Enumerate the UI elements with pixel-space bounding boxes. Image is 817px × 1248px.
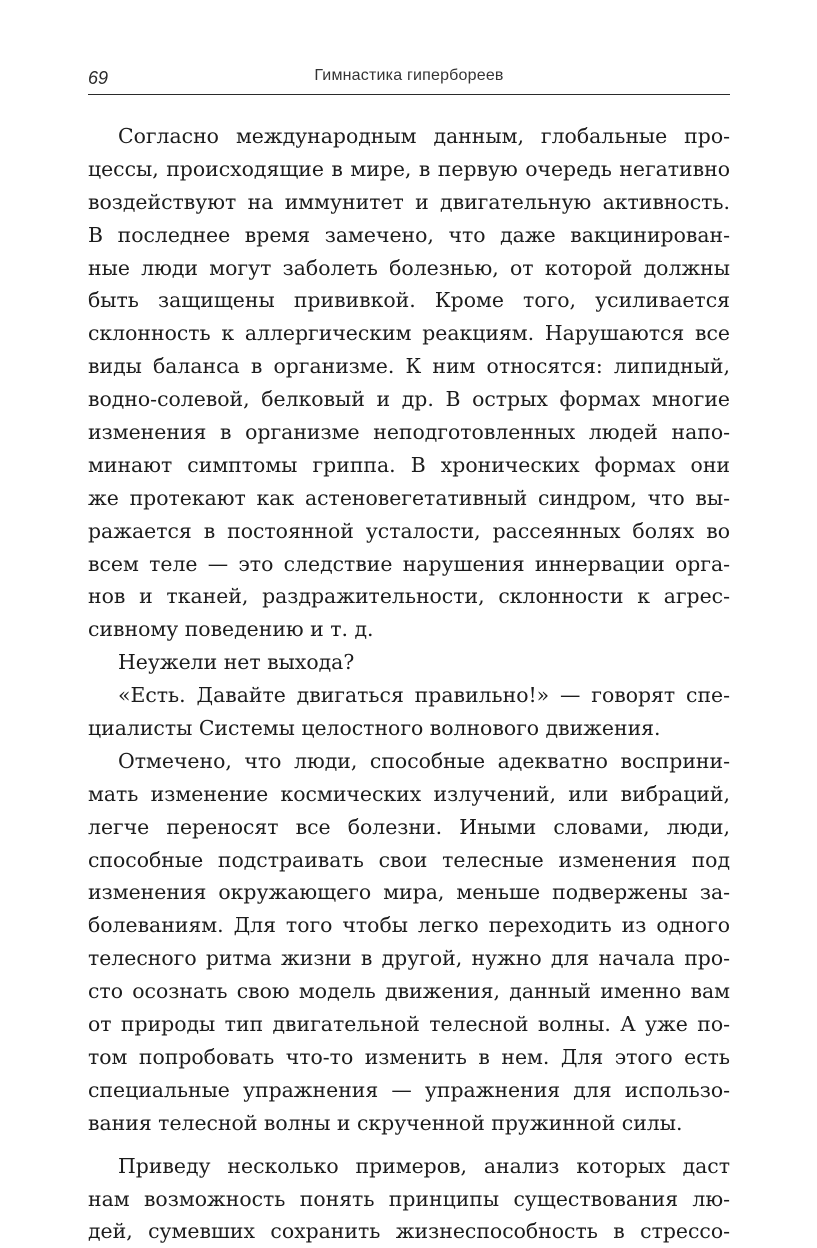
- text-line: быть защищены прививкой. Кроме того, усиливается: [88, 288, 730, 313]
- paragraph: [88, 120, 730, 646]
- text-line: нов и тканей, раздражительности, склонности к агрес-: [88, 584, 730, 609]
- text-line: цессы, происходящие в мире, в первую очередь негативно: [88, 156, 730, 181]
- text-line: нам возможность понять принципы существования лю-: [88, 1186, 730, 1211]
- text-line: Отмечено, что люди, способные адекватно восприни-: [118, 748, 730, 773]
- text-line: минают симптомы гриппа. В хронических формах они: [88, 452, 730, 477]
- text-line: том попробовать что-то изменить в нем. Для этого есть: [88, 1044, 730, 1069]
- text-line: воздействуют на иммунитет и двигательную активность.: [88, 189, 730, 214]
- text-line: от природы тип двигательной телесной волны. А уже по-: [88, 1012, 730, 1037]
- body-text: [88, 120, 730, 1248]
- paragraph: [88, 1150, 730, 1248]
- text-line: изменения в организме неподготовленных людей напо-: [88, 420, 730, 445]
- text-line: изменения окружающего мира, меньше подвержены за-: [88, 880, 730, 905]
- text-line: «Есть. Давайте двигаться правильно!» — говорят спе-: [118, 683, 730, 708]
- text-line: Согласно международным данным, глобальные про-: [118, 124, 730, 148]
- text-line: сивному поведению и т. д.: [88, 617, 374, 642]
- text-line: ражается в постоянной усталости, рассеянных болях во: [88, 518, 730, 543]
- text-line: сто осознать свою модель движения, данный именно вам: [88, 979, 730, 1004]
- text-line: мать изменение космических излучений, или вибраций,: [88, 781, 730, 806]
- page-number: 69: [88, 68, 109, 88]
- text-line: Приведу несколько примеров, анализ которых даст: [118, 1153, 730, 1178]
- running-title: Гимнастика гипербореев: [314, 67, 504, 84]
- text-line: специальные упражнения — упражнения для использо-: [88, 1077, 730, 1102]
- text-line: же протекают как астеновегетативный синдром, что вы-: [88, 485, 730, 510]
- text-line: водно-солевой, белковый и др. В острых формах многие: [88, 387, 730, 412]
- running-head: [88, 62, 730, 95]
- text-line: виды баланса в организме. К ним относятся: липидный,: [88, 354, 730, 379]
- paragraph: [88, 679, 730, 745]
- text-line: склонность к аллергическим реакциям. Нарушаются все: [88, 321, 730, 346]
- text-line: всем теле — это следствие нарушения иннервации орга-: [88, 551, 730, 576]
- paragraph-gap: [88, 1140, 730, 1150]
- text-line: Неужели нет выхода?: [118, 650, 355, 675]
- text-line: телесного ритма жизни в другой, нужно для начала про-: [88, 946, 730, 971]
- text-line: вания телесной волны и скрученной пружинной силы.: [88, 1110, 683, 1135]
- paragraph: [88, 646, 730, 679]
- text-line: болеваниям. Для того чтобы легко переходить из одного: [88, 913, 730, 938]
- text-line: легче переносят все болезни. Иными словами, люди,: [88, 814, 730, 839]
- paragraph: [88, 745, 730, 1140]
- text-line: способные подстраивать свои телесные изменения под: [88, 847, 730, 872]
- text-line: ные люди могут заболеть болезнью, от которой должны: [88, 255, 730, 280]
- text-line: циалисты Системы целостного волнового движения.: [88, 716, 661, 741]
- text-line: В последнее время замечено, что даже вакцинирован-: [88, 222, 730, 247]
- text-line: дей, сумевших сохранить жизнеспособность в стрессо-: [88, 1219, 730, 1244]
- text-flow: [88, 120, 730, 1248]
